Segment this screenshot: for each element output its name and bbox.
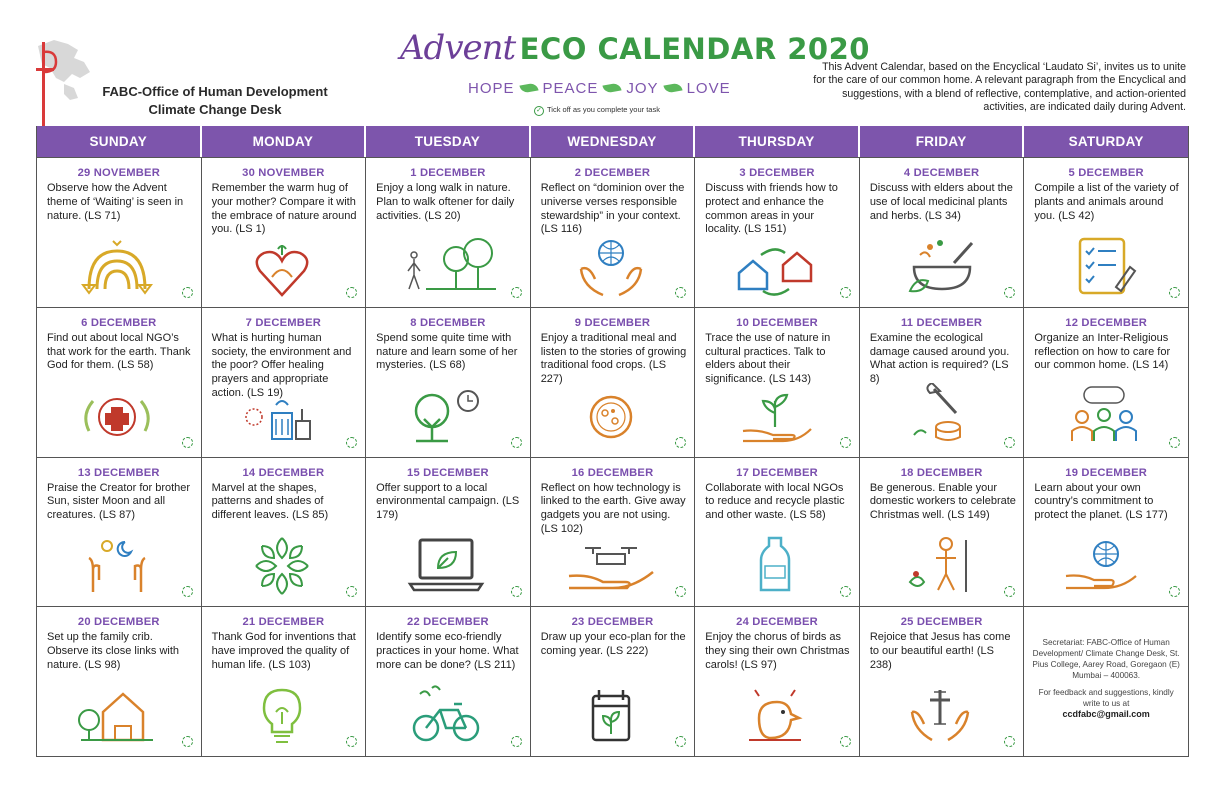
calendar-weeks <box>37 157 1189 756</box>
weekday-tuesday: TUESDAY <box>366 126 531 157</box>
day-date: 11 DECEMBER <box>901 316 983 329</box>
house-tree-icon <box>67 682 167 748</box>
day-date: 25 DECEMBER <box>900 616 983 629</box>
day-date: 14 DECEMBER <box>242 466 325 479</box>
weekday-sunday: SUNDAY <box>37 126 202 157</box>
calendar-day <box>1024 457 1189 607</box>
completion-checkbox[interactable] <box>1169 287 1180 298</box>
email-link[interactable]: ccdfabc@gmail.com <box>1062 709 1150 720</box>
calendar-week <box>37 457 1189 607</box>
calendar-day <box>860 457 1025 607</box>
day-activity: Trace the use of nature in cultural practices. Talk to elders about their significance. (LS 143) <box>705 331 831 386</box>
calendar-day <box>37 157 202 307</box>
completion-checkbox[interactable] <box>346 287 357 298</box>
day-date: 15 DECEMBER <box>407 466 489 479</box>
day-activity: Compile a list of the variety of plants and animals around you. (LS 42) <box>1034 182 1179 222</box>
day-activity: Set up the family crib. Observe its close links with nature. (LS 98) <box>47 631 180 671</box>
calendar-leaf-icon <box>561 682 661 748</box>
day-activity: Find out about local NGO’s that work for the earth. Thank God for them. (LS 58) <box>47 331 191 372</box>
day-activity: Identify some eco-friendly practices in your home. What more can be done? (LS 211) <box>376 631 519 671</box>
day-activity: Reflect on “dominion over the universe verses responsible stewardship” in your context. (LS 116) <box>540 182 685 236</box>
day-date: 2 DECEMBER <box>574 167 651 179</box>
completion-checkbox[interactable] <box>511 586 522 597</box>
plate-icon <box>561 383 661 449</box>
calendar-day <box>531 457 696 607</box>
info-block <box>1024 607 1188 720</box>
calendar-day <box>531 606 696 756</box>
sprout-hand-icon <box>725 383 825 449</box>
tree-clock-icon <box>396 383 496 449</box>
lightbulb-icon <box>232 682 332 748</box>
day-activity: Enjoy the chorus of birds as they sing their own Christmas carols! (LS 97) <box>705 631 850 671</box>
day-date: 17 DECEMBER <box>736 466 818 479</box>
completion-checkbox[interactable] <box>675 437 686 448</box>
organization-name <box>95 83 335 119</box>
weekday-header <box>37 126 1189 157</box>
day-date: 30 NOVEMBER <box>242 167 325 179</box>
calendar-day <box>202 157 367 307</box>
contact-info <box>1024 606 1189 756</box>
calendar-day <box>366 606 531 756</box>
day-date: 24 DECEMBER <box>736 616 818 629</box>
day-activity: What is hurting human society, the environment and the poor? Offer healing prayers and appropriate action. (LS 19) <box>211 331 352 399</box>
completion-checkbox[interactable] <box>675 736 686 747</box>
day-date: 20 DECEMBER <box>77 616 160 629</box>
day-activity: Marvel at the shapes, patterns and shades of different leaves. (LS 85) <box>211 481 329 522</box>
day-date: 8 DECEMBER <box>410 316 486 329</box>
check-icon: ✓ <box>534 106 544 116</box>
completion-checkbox[interactable] <box>346 437 357 448</box>
completion-checkbox[interactable] <box>182 437 193 448</box>
weekday-monday: MONDAY <box>202 126 367 157</box>
day-activity: Spend some quite time with nature and learn some of her mysteries. (LS 68) <box>376 331 518 372</box>
completion-checkbox[interactable] <box>182 287 193 298</box>
calendar-week <box>37 606 1189 756</box>
day-activity: Enjoy a traditional meal and listen to the stories of growing traditional food crops. (LS 227) <box>540 331 687 386</box>
pollution-icon <box>232 383 332 449</box>
completion-checkbox[interactable] <box>1004 437 1015 448</box>
calendar-day <box>37 457 202 607</box>
day-date: 21 DECEMBER <box>242 616 325 629</box>
people-talk-icon <box>1054 383 1154 449</box>
day-activity: Discuss with elders about the use of local medicinal plants and herbs. (LS 34) <box>869 182 1013 222</box>
completion-checkbox[interactable] <box>511 437 522 448</box>
day-activity: Collaborate with local NGOs to reduce and recycle plastic and other waste. (LS 58) <box>705 481 845 522</box>
tagline-word: LOVE <box>686 80 731 97</box>
title-script: Advent <box>400 28 516 68</box>
day-activity: Examine the ecological damage caused around you. What action is required? (LS 8) <box>869 331 1010 386</box>
bottle-icon <box>725 532 825 598</box>
day-date: 16 DECEMBER <box>571 466 654 479</box>
red-cross-icon <box>67 383 167 449</box>
calendar-day <box>366 307 531 457</box>
day-activity: Learn about your own country’s commitment to protect the planet. (LS 177) <box>1034 481 1168 522</box>
weekday-saturday: SATURDAY <box>1024 126 1189 157</box>
tagline <box>468 80 731 97</box>
completion-checkbox[interactable] <box>511 736 522 747</box>
day-date: 4 DECEMBER <box>903 167 980 179</box>
day-activity: Observe how the Advent theme of ‘Waiting’ is seen in nature. (LS 71) <box>47 182 184 222</box>
page-title <box>400 28 870 68</box>
calendar-day <box>860 157 1025 307</box>
day-date: 7 DECEMBER <box>245 316 322 329</box>
worker-icon <box>890 532 990 598</box>
day-date: 19 DECEMBER <box>1065 466 1148 479</box>
weekday-thursday: THURSDAY <box>695 126 860 157</box>
weekday-wednesday: WEDNESDAY <box>531 126 696 157</box>
bird-icon <box>725 682 825 748</box>
calendar-day <box>695 457 860 607</box>
fabc-logo <box>34 38 94 134</box>
calendar-day <box>695 307 860 457</box>
day-activity: Offer support to a local environmental campaign. (LS 179) <box>376 481 520 522</box>
calendar-day <box>202 307 367 457</box>
calendar-day <box>202 606 367 756</box>
day-activity: Discuss with friends how to protect and enhance the common areas in your locality. (LS 151) <box>705 182 838 236</box>
leaf-icon <box>603 83 622 94</box>
calendar-day <box>695 606 860 756</box>
completion-checkbox[interactable] <box>840 437 851 448</box>
completion-checkbox[interactable] <box>346 586 357 597</box>
checklist-icon <box>1054 233 1154 299</box>
completion-checkbox[interactable] <box>675 586 686 597</box>
day-activity: Praise the Creator for brother Sun, sister Moon and all creatures. (LS 87) <box>47 481 191 522</box>
walking-trees-icon <box>396 233 496 299</box>
calendar-day <box>695 157 860 307</box>
feedback-text: For feedback and suggestions, kindly write to us at <box>1038 688 1174 709</box>
weekday-friday: FRIDAY <box>860 126 1025 157</box>
secretariat-text: Secretariat: FABC-Office of Human Development/ Climate Change Desk, St. Pius College, Aarey Road, Goregaon (E) Mumbai – 400063. <box>1032 638 1180 681</box>
completion-checkbox[interactable] <box>1004 736 1015 747</box>
calendar-day <box>860 606 1025 756</box>
calendar-day <box>1024 157 1189 307</box>
calendar-day <box>366 457 531 607</box>
completion-checkbox[interactable] <box>511 287 522 298</box>
completion-checkbox[interactable] <box>840 287 851 298</box>
houses-icon <box>725 233 825 299</box>
completion-checkbox[interactable] <box>182 736 193 747</box>
globe-hand-icon <box>1054 532 1154 598</box>
laptop-leaf-icon <box>396 532 496 598</box>
day-date: 5 DECEMBER <box>1068 167 1144 179</box>
globe-hands-icon <box>561 233 661 299</box>
calendar-day <box>202 457 367 607</box>
day-date: 6 DECEMBER <box>81 316 157 329</box>
day-activity: Draw up your eco-plan for the coming year. (LS 222) <box>540 631 686 658</box>
day-activity: Reflect on how technology is linked to the earth. Give away gadgets you are not using. (LS 102) <box>540 481 686 535</box>
completion-checkbox[interactable] <box>1004 586 1015 597</box>
leaf-icon <box>663 83 682 94</box>
calendar-grid <box>36 126 1189 757</box>
completion-checkbox[interactable] <box>182 586 193 597</box>
calendar-day <box>860 307 1025 457</box>
day-date: 12 DECEMBER <box>1065 316 1148 329</box>
calendar-week <box>37 307 1189 457</box>
bicycle-icon <box>396 682 496 748</box>
tagline-word: JOY <box>626 80 659 97</box>
day-date: 22 DECEMBER <box>407 616 489 629</box>
title-main: ECO CALENDAR 2020 <box>519 32 870 66</box>
sun-moon-hands-icon <box>67 532 167 598</box>
mortar-pestle-icon <box>890 233 990 299</box>
calendar-day <box>37 307 202 457</box>
tagline-word: HOPE <box>468 80 515 97</box>
day-activity: Organize an Inter-Religious reflection on how to care for our common home. (LS 14) <box>1034 331 1171 372</box>
tagline-word: PEACE <box>542 80 599 97</box>
calendar-day <box>37 606 202 756</box>
org-line-2: Climate Change Desk <box>148 102 282 117</box>
day-date: 10 DECEMBER <box>736 316 818 329</box>
rainbow-icon <box>67 233 167 299</box>
heart-hands-icon <box>232 233 332 299</box>
leaves-pattern-icon <box>232 532 332 598</box>
calendar-day <box>531 157 696 307</box>
day-activity: Be generous. Enable your domestic workers to celebrate Christmas well. (LS 149) <box>869 481 1016 522</box>
cross-hands-icon <box>890 682 990 748</box>
day-date: 3 DECEMBER <box>739 167 815 179</box>
day-activity: Thank God for inventions that have improved the quality of human life. (LS 103) <box>211 631 356 671</box>
completion-checkbox[interactable] <box>1169 586 1180 597</box>
day-date: 9 DECEMBER <box>574 316 651 329</box>
axe-stump-icon <box>890 383 990 449</box>
calendar-day <box>366 157 531 307</box>
calendar-day <box>531 307 696 457</box>
day-activity: Remember the warm hug of your mother? Compare it with the embrace of nature around you. (LS 1) <box>211 182 357 236</box>
tick-note <box>534 105 660 116</box>
day-date: 1 DECEMBER <box>410 167 486 179</box>
completion-checkbox[interactable] <box>1169 437 1180 448</box>
drone-hand-icon <box>561 532 661 598</box>
completion-checkbox[interactable] <box>840 586 851 597</box>
day-date: 29 NOVEMBER <box>77 167 160 179</box>
day-activity: Rejoice that Jesus has come to our beautiful earth! (LS 238) <box>869 631 1011 671</box>
completion-checkbox[interactable] <box>1004 287 1015 298</box>
calendar-day <box>1024 307 1189 457</box>
calendar-week <box>37 157 1189 307</box>
day-activity: Enjoy a long walk in nature. Plan to walk oftener for daily activities. (LS 20) <box>376 182 515 222</box>
leaf-icon <box>519 83 538 94</box>
day-date: 23 DECEMBER <box>571 616 654 629</box>
org-line-1: FABC-Office of Human Development <box>102 84 328 99</box>
completion-checkbox[interactable] <box>346 736 357 747</box>
day-date: 13 DECEMBER <box>77 466 160 479</box>
completion-checkbox[interactable] <box>675 287 686 298</box>
completion-checkbox[interactable] <box>840 736 851 747</box>
day-date: 18 DECEMBER <box>900 466 983 479</box>
tick-note-text: Tick off as you complete your task <box>547 105 660 114</box>
intro-text: This Advent Calendar, based on the Encyclical ‘Laudato Si’, invites us to unite for the care of our common home. A relevant paragraph from the Encyclical and suggestions, with a blend of reflective, contemplative, and action-oriented activities, are indicated daily during Advent. <box>813 61 1186 114</box>
